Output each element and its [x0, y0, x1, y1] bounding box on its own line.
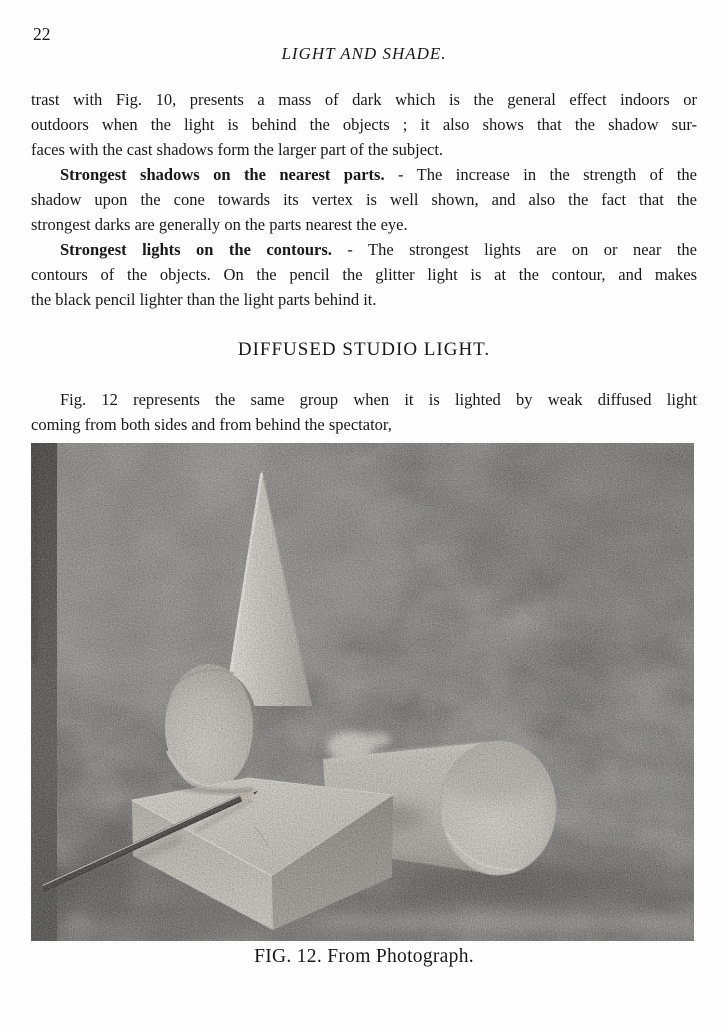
halftone-photo [31, 443, 694, 941]
paragraph-1 [31, 87, 697, 162]
text-line: shadow upon the cone towards its vertex is well shown, and also the fact that the [31, 190, 697, 209]
text-line: contours of the objects. On the pencil the glitter light is at the contour, and makes [31, 265, 697, 284]
text-line: outdoors when the light is behind the objects ; it also shows that the shadow sur- [31, 115, 697, 134]
photo-grain [31, 443, 694, 941]
text-line: faces with the cast shadows form the larger part of the subject. [31, 140, 444, 159]
text-line: trast with Fig. 10, presents a mass of dark which is the general effect indoors or [31, 90, 697, 109]
text-line: coming from both sides and from behind the spectator, [31, 415, 392, 434]
paragraph-4 [31, 387, 697, 437]
page-number: 22 [33, 24, 51, 44]
text-line [31, 237, 697, 262]
text-line: Fig. 12 represents the same group when it is lighted by weak diffused light [60, 390, 697, 409]
paragraph-lead: Strongest shadows on the nearest parts. [60, 165, 385, 184]
figure-caption: FIG. 12. From Photograph. [254, 946, 474, 967]
paragraph-2 [31, 162, 697, 237]
paragraph-lead: Strongest lights on the contours. [60, 240, 332, 259]
running-head: LIGHT AND SHADE. [281, 44, 447, 63]
text-line [31, 162, 697, 187]
figure-photograph [31, 443, 694, 941]
lead-line-rest: - The increase in the strength of the [398, 165, 697, 184]
text-line: strongest darks are generally on the parts nearest the eye. [31, 215, 408, 234]
lead-line-rest: - The strongest lights are on or near the [347, 240, 697, 259]
text-line: the black pencil lighter than the light parts behind it. [31, 290, 377, 309]
section-heading: DIFFUSED STUDIO LIGHT. [237, 339, 491, 360]
body-text [31, 87, 697, 437]
paragraph-3 [31, 237, 697, 312]
